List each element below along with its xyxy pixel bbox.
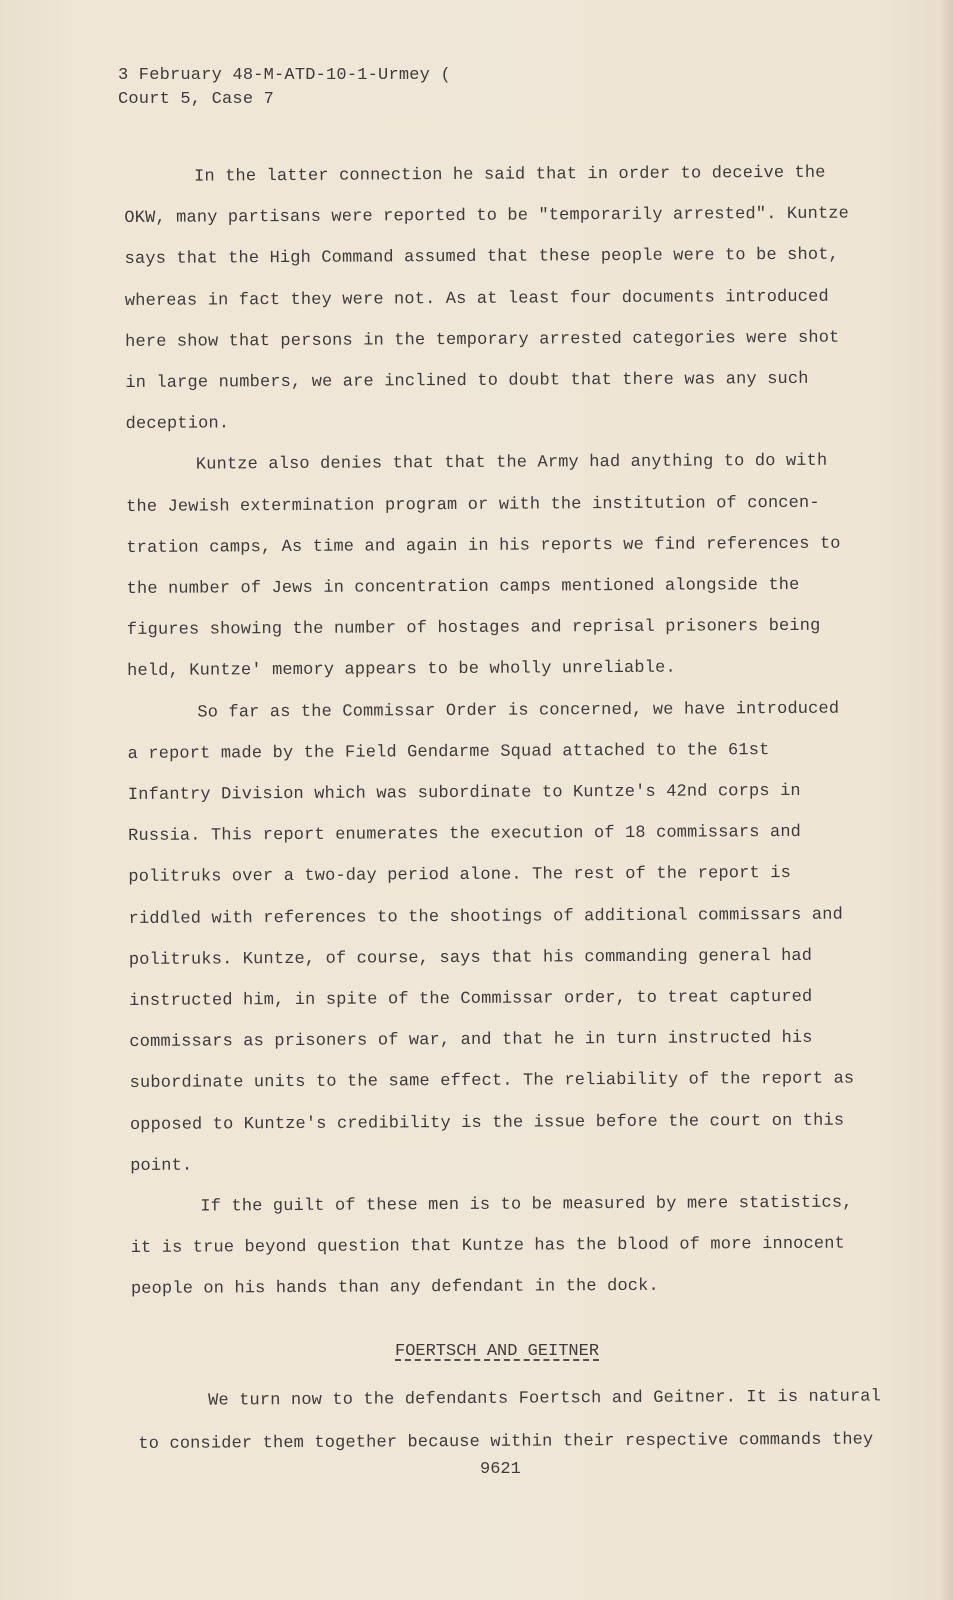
text-line: the Jewish extermination program or with the institution of concen-: [126, 493, 820, 517]
text-line: instructed him, in spite of the Commissar order, to treat captured: [129, 987, 813, 1012]
text-line: subordinate units to the same effect. The reliability of the report as: [129, 1070, 855, 1094]
text-line: commissars as prisoners of war, and that he in turn instructed his: [129, 1029, 813, 1053]
document-header: [118, 64, 451, 112]
text-line: If the guilt of these men is to be measured by mere statistics,: [200, 1193, 853, 1217]
paragraph-2: [126, 441, 857, 693]
text-line: here show that persons in the temporary arrested categories were shot: [125, 328, 840, 352]
text-line: to consider them together because within their respective commands they: [138, 1430, 874, 1454]
text-line: people on his hands than any defendant in the dock.: [130, 1277, 659, 1300]
text-line: a report made by the Field Gendarme Squad attached to the 61st: [127, 740, 770, 764]
text-line: riddled with references to the shootings of additional commissars and: [128, 905, 843, 929]
text-line: politruks. Kuntze, of course, says that his commanding general had: [128, 946, 813, 970]
text-line: Russia. This report enumerates the execution of 18 commissars and: [128, 823, 802, 847]
text-line: politruks over a two-day period alone. The rest of the report is: [128, 864, 791, 888]
paragraph-3: [127, 688, 860, 1187]
text-line: OKW, many partisans were reported to be "temporarily arrested". Kuntze: [124, 204, 850, 229]
text-line: held, Kuntze' memory appears to be wholly unreliable.: [127, 659, 676, 682]
final-paragraph: [138, 1376, 882, 1466]
text-line: figures showing the number of hostages and reprisal prisoners being: [126, 616, 821, 641]
text-line: Kuntze also denies that that the Army had anything to do with: [195, 452, 828, 475]
paragraph-1: [124, 153, 856, 446]
text-line: the number of Jews in concentration camps mentioned alongside the: [126, 575, 800, 600]
text-line: We turn now to the defendants Foertsch and Geitner. It is natural: [208, 1387, 882, 1411]
header-line-1: 3 February 48-M-ATD-10-1-Urmey (: [118, 66, 451, 85]
text-line: says that the High Command assumed that these people were to be shot,: [124, 246, 839, 270]
header-line-2: Court 5, Case 7: [118, 90, 275, 109]
text-line: deception.: [125, 414, 230, 435]
section-heading: FOERTSCH AND GEITNER: [395, 1342, 600, 1361]
text-line: Infantry Division which was subordinate to Kuntze's 42nd corps in: [127, 781, 801, 806]
text-line: tration camps, As time and again in his reports we find references to: [126, 534, 841, 558]
text-line: whereas in fact they were not. As at least four documents introduced: [124, 287, 829, 311]
text-line: it is true beyond question that Kuntze has the blood of more innocent: [130, 1234, 845, 1259]
page-number: 9621: [480, 1460, 521, 1479]
text-line: So far as the Commissar Order is concerned, we have introduced: [197, 699, 840, 723]
text-line: opposed to Kuntze's credibility is the issue before the court on this: [129, 1111, 845, 1135]
text-line: point.: [130, 1156, 193, 1176]
text-line: In the latter connection he said that in order to deceive the: [194, 163, 826, 187]
body-text: [124, 153, 861, 1311]
paragraph-4: [130, 1183, 861, 1311]
text-line: in large numbers, we are inclined to doubt that there was any such: [125, 369, 809, 394]
page-edge-shadow: [939, 0, 953, 1600]
